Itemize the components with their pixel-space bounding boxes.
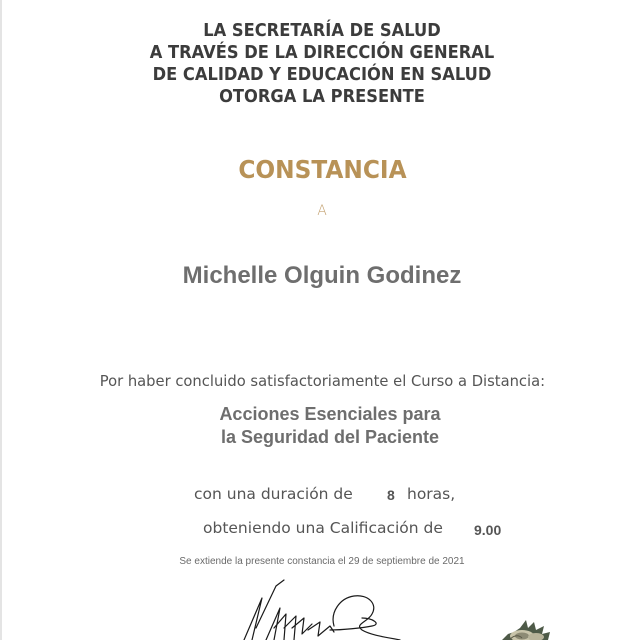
duration-suffix: horas, xyxy=(407,485,456,503)
certificate-title-text: CONSTANCIA xyxy=(237,155,407,184)
to-label: A xyxy=(317,203,327,219)
header-line-3: DE CALIDAD Y EDUCACIÓN EN SALUD xyxy=(152,65,492,85)
intro-text-content: Por haber concluido satisfactoriamente el Curso a Distancia: xyxy=(99,372,545,390)
course-name xyxy=(2,403,640,449)
duration-value: 8 xyxy=(387,487,395,503)
intro-text xyxy=(2,372,640,390)
recipient-name: Michelle Olguin Godinez xyxy=(182,262,462,289)
grade-value: 9.00 xyxy=(474,522,502,538)
course-line-2: la Seguridad del Paciente xyxy=(220,427,440,447)
signature-icon xyxy=(222,578,422,640)
course-line-1: Acciones Esenciales para xyxy=(219,404,441,424)
header-line-2: A TRAVÉS DE LA DIRECCIÓN GENERAL xyxy=(149,43,495,63)
header-line-4: OTORGA LA PRESENTE xyxy=(219,87,425,107)
issued-date-text: Se extiende la presente constancia el 29 de septiembre de 2021 xyxy=(179,556,465,567)
emblem-icon xyxy=(492,618,572,640)
certificate-title xyxy=(2,155,640,184)
header-line-1: LA SECRETARÍA DE SALUD xyxy=(203,21,441,41)
issuer-header xyxy=(2,20,640,108)
duration-prefix: con una duración de xyxy=(194,485,353,503)
grade-prefix: obteniendo una Calificación de xyxy=(203,519,443,537)
